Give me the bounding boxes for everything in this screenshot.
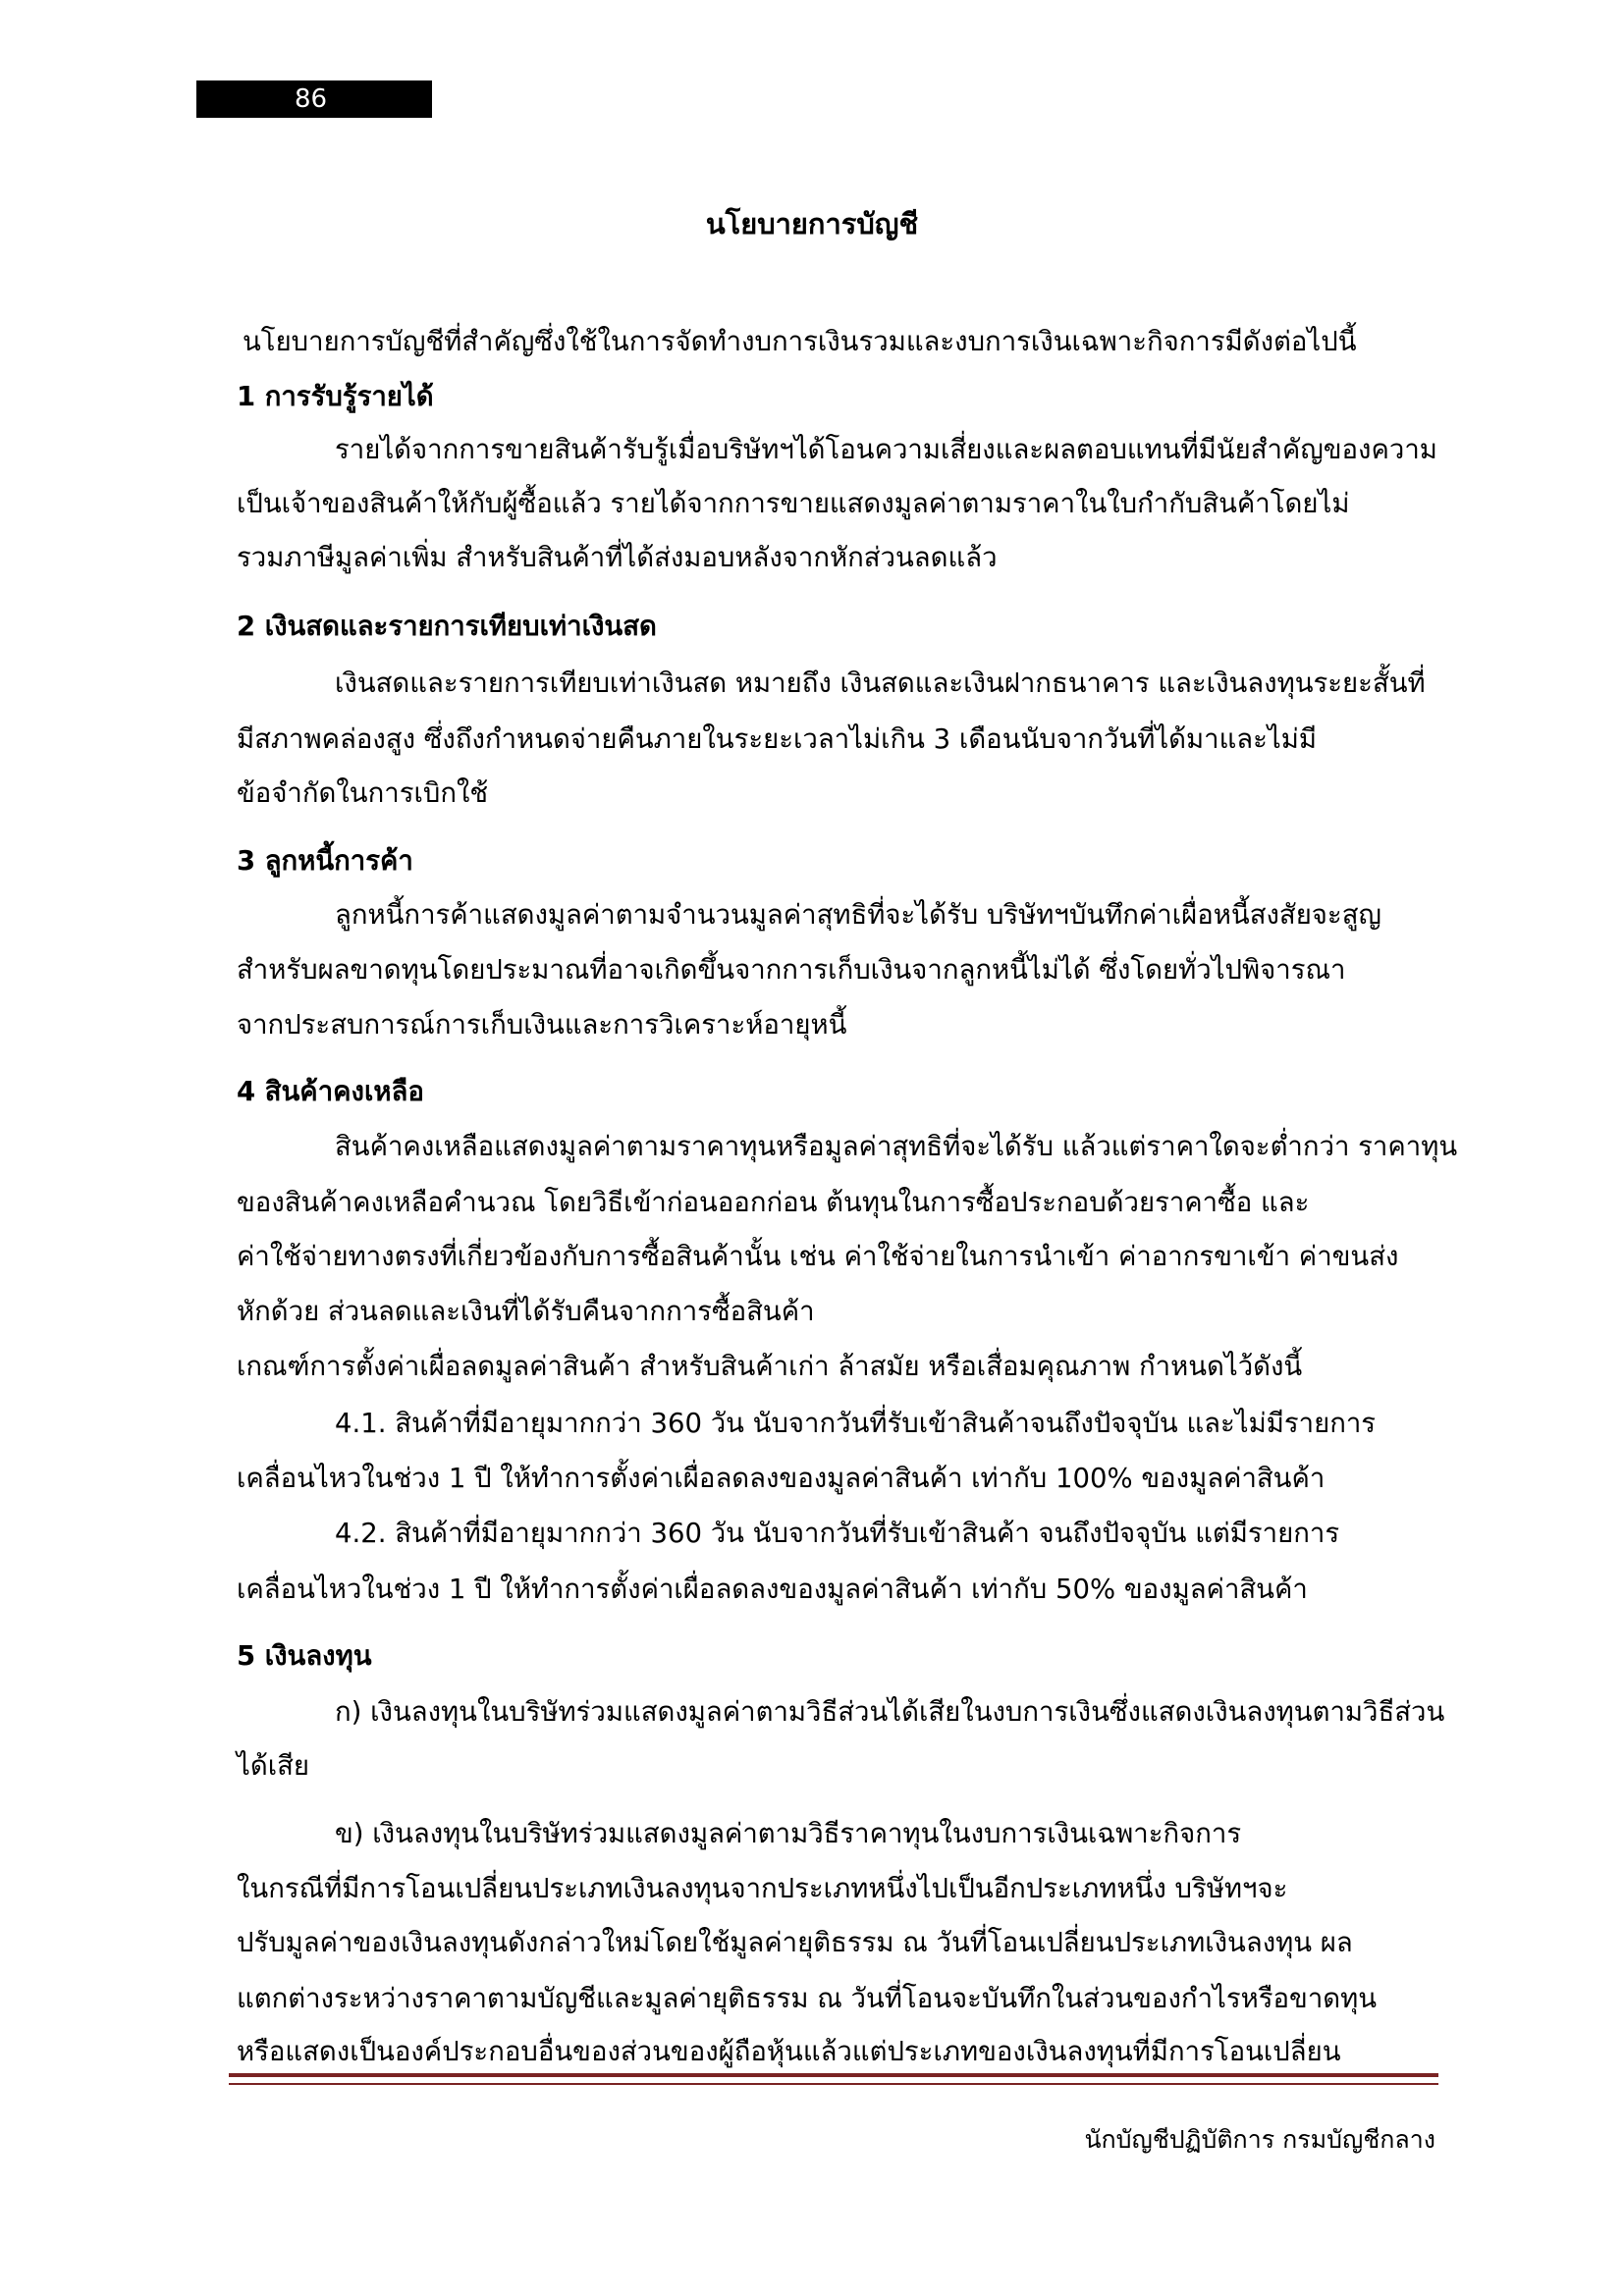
body-line: ปรับมูลค่าของเงินลงทุนดังกล่าวใหม่โดยใช้มูลค่ายุติธรรม ณ วันที่โอนเปลี่ยนประเภทเงินลงทุน ผล <box>237 1927 1353 1958</box>
body-line: จากประสบการณ์การเก็บเงินและการวิเคราะห์อายุหนี้ <box>237 1009 847 1041</box>
body-line: สินค้าคงเหลือแสดงมูลค่าตามราคาทุนหรือมูลค่าสุทธิที่จะได้รับ แล้วแต่ราคาใดจะต่ำกว่า ราคาทุน <box>335 1131 1458 1162</box>
body-line: หรือแสดงเป็นองค์ประกอบอื่นของส่วนของผู้ถือหุ้นแล้วแต่ประเภทของเงินลงทุนที่มีการโอนเปลี่ยน <box>237 2036 1341 2067</box>
body-line: สำหรับผลขาดทุนโดยประมาณที่อาจเกิดขึ้นจากการเก็บเงินจากลูกหนี้ไม่ได้ ซึ่งโดยทั่วไปพิจารณา <box>237 954 1346 986</box>
body-line: แตกต่างระหว่างราคาตามบัญชีและมูลค่ายุติธรรม ณ วันที่โอนจะบันทึกในส่วนของกำไรหรือขาดทุน <box>237 1983 1378 2014</box>
footer-divider-thick <box>229 2073 1438 2077</box>
body-line: เกณฑ์การตั้งค่าเผื่อลดมูลค่าสินค้า สำหรับสินค้าเก่า ล้าสมัย หรือเสื่อมคุณภาพ กำหนดไว้ดังนี้ <box>237 1351 1303 1382</box>
page-title: นโยบายการบัญชี <box>705 207 919 240</box>
body-line: ลูกหนี้การค้าแสดงมูลค่าตามจำนวนมูลค่าสุทธิที่จะได้รับ บริษัทฯบันทึกค่าเผื่อหนี้สงสัยจะสูญ <box>335 899 1381 931</box>
page-number: 86 <box>196 80 432 118</box>
body-line: หักด้วย ส่วนลดและเงินที่ได้รับคืนจากการซื้อสินค้า <box>237 1296 815 1327</box>
body-line: ก) เงินลงทุนในบริษัทร่วมแสดงมูลค่าตามวิธีส่วนได้เสียในงบการเงินซึ่งแสดงเงินลงทุนตามวิธีส่วน <box>335 1696 1445 1728</box>
footer-text: นักบัญชีปฏิบัติการ กรมบัญชีกลาง <box>1084 2125 1435 2154</box>
body-line: 4.1. สินค้าที่มีอายุมากกว่า 360 วัน นับจากวันที่รับเข้าสินค้าจนถึงปัจจุบัน และไม่มีรายการ <box>335 1408 1377 1439</box>
body-line: 4.2. สินค้าที่มีอายุมากกว่า 360 วัน นับจากวันที่รับเข้าสินค้า จนถึงปัจจุบัน แต่มีรายการ <box>335 1518 1340 1549</box>
section-heading-investments: 5 เงินลงทุน <box>237 1640 372 1672</box>
section-heading-inventory: 4 สินค้าคงเหลือ <box>237 1076 424 1107</box>
body-line: ค่าใช้จ่ายทางตรงที่เกี่ยวข้องกับการซื้อสินค้านั้น เช่น ค่าใช้จ่ายในการนำเข้า ค่าอากรขาเข้า ค่าขนส่ง <box>237 1241 1399 1272</box>
footer-divider-thin <box>229 2083 1438 2085</box>
section-heading-revenue: 1 การรับรู้รายได้ <box>237 381 434 412</box>
body-line: ข) เงินลงทุนในบริษัทร่วมแสดงมูลค่าตามวิธีราคาทุนในงบการเงินเฉพาะกิจการ <box>335 1818 1242 1849</box>
body-line: ของสินค้าคงเหลือคำนวณ โดยวิธีเข้าก่อนออกก่อน ต้นทุนในการซื้อประกอบด้วยราคาซื้อ และ <box>237 1187 1310 1218</box>
body-line: เคลื่อนไหวในช่วง 1 ปี ให้ทำการตั้งค่าเผื่อลดลงของมูลค่าสินค้า เท่ากับ 100% ของมูลค่าสินค้า <box>237 1463 1326 1494</box>
intro-paragraph: นโยบายการบัญชีที่สำคัญซึ่งใช้ในการจัดทำงบการเงินรวมและงบการเงินเฉพาะกิจการมีดังต่อไปนี้ <box>243 326 1357 357</box>
section-heading-receivables: 3 ลูกหนี้การค้า <box>237 845 413 877</box>
body-line: ในกรณีที่มีการโอนเปลี่ยนประเภทเงินลงทุนจากประเภทหนึ่งไปเป็นอีกประเภทหนึ่ง บริษัทฯจะ <box>237 1873 1288 1904</box>
body-line: ได้เสีย <box>237 1750 309 1782</box>
body-line: มีสภาพคล่องสูง ซึ่งถึงกำหนดจ่ายคืนภายในระยะเวลาไม่เกิน 3 เดือนนับจากวันที่ได้มาและไม่มี <box>237 723 1318 755</box>
section-heading-cash: 2 เงินสดและรายการเทียบเท่าเงินสด <box>237 611 657 642</box>
body-line: เป็นเจ้าของสินค้าให้กับผู้ซื้อแล้ว รายได้จากการขายแสดงมูลค่าตามราคาในใบกำกับสินค้าโดยไม่ <box>237 488 1350 519</box>
body-line: เคลื่อนไหวในช่วง 1 ปี ให้ทำการตั้งค่าเผื่อลดลงของมูลค่าสินค้า เท่ากับ 50% ของมูลค่าสินค้า <box>237 1574 1308 1605</box>
body-line: รายได้จากการขายสินค้ารับรู้เมื่อบริษัทฯได้โอนความเสี่ยงและผลตอบแทนที่มีนัยสำคัญของความ <box>335 434 1437 465</box>
body-line: รวมภาษีมูลค่าเพิ่ม สำหรับสินค้าที่ได้ส่งมอบหลังจากหักส่วนลดแล้ว <box>237 542 998 573</box>
body-line: เงินสดและรายการเทียบเท่าเงินสด หมายถึง เงินสดและเงินฝากธนาคาร และเงินลงทุนระยะสั้นที่ <box>335 667 1426 699</box>
body-line: ข้อจำกัดในการเบิกใช้ <box>237 777 489 809</box>
